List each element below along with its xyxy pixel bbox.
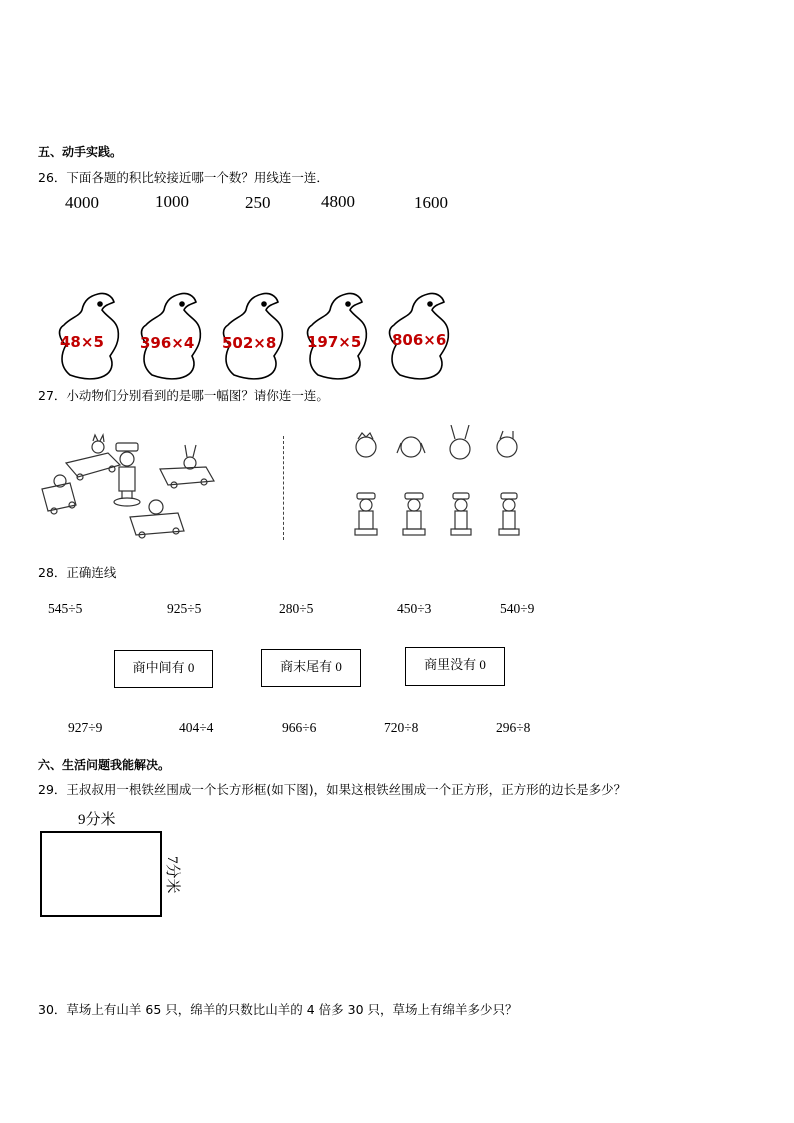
ghost-expression: 502×8 bbox=[222, 334, 277, 352]
view-options-illustration bbox=[345, 425, 535, 545]
division-expression: 450÷3 bbox=[397, 601, 432, 616]
question-27-text: 27．小动物们分别看到的是哪一幅图？请你连一连。 bbox=[38, 388, 329, 403]
category-box: 商里没有 0 bbox=[405, 647, 505, 686]
rectangle-frame bbox=[40, 831, 162, 917]
question-26-text: 26．下面各题的积比较接近哪一个数？用线连一连． bbox=[38, 170, 329, 185]
ghost-expression: 806×6 bbox=[392, 331, 447, 349]
question-29-text: 29．王叔叔用一根铁丝围成一个长方形框(如下图)，如果这根铁丝围成一个正方形，正方形的边长是多少？ bbox=[38, 782, 627, 797]
division-expression: 540÷9 bbox=[500, 601, 535, 616]
question-30-text: 30．草场上有山羊 65 只，绵羊的只数比山羊的 4 倍多 30 只，草场上有绵羊多少只？ bbox=[38, 1002, 518, 1017]
division-expression: 927÷9 bbox=[68, 720, 103, 735]
ghost-expression: 197×5 bbox=[307, 333, 362, 351]
rectangle-width-label: 9分米 bbox=[78, 812, 116, 828]
rectangle-height-label: 7分米 bbox=[164, 856, 180, 894]
category-box: 商末尾有 0 bbox=[261, 649, 361, 687]
dashed-divider bbox=[283, 436, 284, 540]
number-option: 250 bbox=[245, 193, 271, 212]
number-option: 1600 bbox=[414, 193, 448, 212]
number-option: 1000 bbox=[155, 192, 189, 211]
division-expression: 296÷8 bbox=[496, 720, 531, 735]
division-expression: 404÷4 bbox=[179, 720, 214, 735]
division-expression: 720÷8 bbox=[384, 720, 419, 735]
category-box: 商中间有 0 bbox=[114, 650, 213, 688]
division-expression: 280÷5 bbox=[279, 601, 314, 616]
division-expression: 925÷5 bbox=[167, 601, 202, 616]
question-28-text: 28．正确连线 bbox=[38, 565, 117, 580]
number-option: 4000 bbox=[65, 193, 99, 212]
animals-scene-illustration bbox=[38, 425, 238, 540]
ghost-expression: 396×4 bbox=[140, 334, 195, 352]
section-6-title: 六、生活问题我能解决。 bbox=[38, 758, 171, 772]
division-expression: 545÷5 bbox=[48, 601, 83, 616]
number-option: 4800 bbox=[321, 192, 355, 211]
division-expression: 966÷6 bbox=[282, 720, 317, 735]
ghost-expression: 48×5 bbox=[60, 333, 104, 351]
section-5-title: 五、动手实践。 bbox=[38, 145, 123, 159]
